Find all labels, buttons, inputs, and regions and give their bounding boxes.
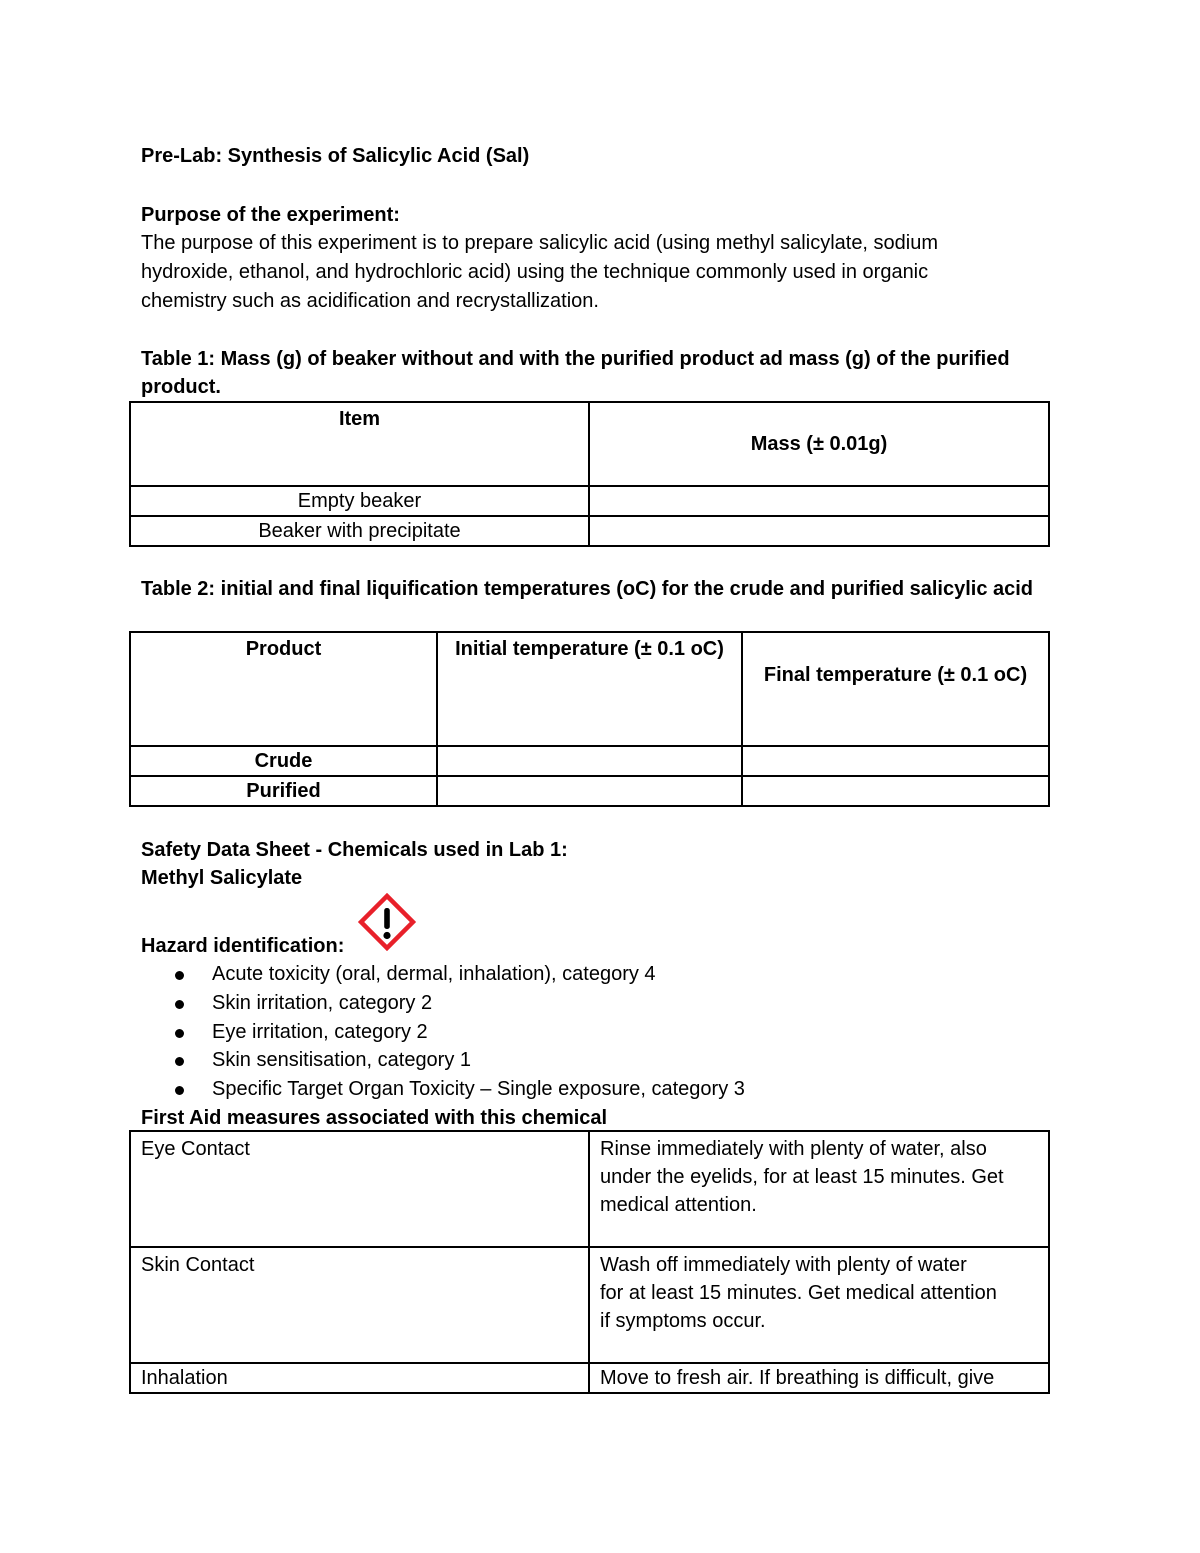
table-row — [130, 1131, 1049, 1247]
purpose-text-line: chemistry such as acidification and recrystallization. — [141, 290, 599, 312]
exposure-cell: Inhalation — [130, 1363, 589, 1393]
table1-caption: product. — [141, 376, 221, 398]
table-row — [130, 1247, 1049, 1363]
safety-heading: Safety Data Sheet - Chemicals used in Lab 1: — [141, 839, 568, 861]
table1-caption: Table 1: Mass (g) of beaker without and with the purified product ad mass (g) of the purified — [141, 348, 1010, 370]
purpose-text-line: The purpose of this experiment is to prepare salicylic acid (using methyl salicylate, sodium — [141, 232, 939, 254]
exposure-cell: Eye Contact — [130, 1131, 589, 1247]
bullet-icon — [175, 971, 184, 980]
table-row — [130, 746, 1049, 776]
table-cell — [589, 486, 1049, 516]
table-header-row — [130, 632, 1049, 746]
chemical-name: Methyl Salicylate — [141, 867, 303, 889]
table-cell — [437, 776, 742, 806]
purpose-heading: Purpose of the experiment: — [141, 204, 400, 226]
mass-table — [129, 401, 1050, 547]
hazard-list — [170, 960, 745, 1104]
table-row — [130, 486, 1049, 516]
header-initial-temperature: Initial temperature (± 0.1 oC) — [437, 632, 742, 746]
table-cell: Empty beaker — [130, 486, 589, 516]
header-item: Item — [130, 402, 589, 486]
exclamation-hazard-icon — [358, 893, 416, 951]
list-item: Eye irritation, category 2 — [170, 1018, 745, 1047]
header-final-temperature: Final temperature (± 0.1 oC) — [742, 632, 1049, 746]
measure-cell: Move to fresh air. If breathing is difficult, give — [589, 1363, 1049, 1393]
header-product: Product — [130, 632, 437, 746]
table2-caption: Table 2: initial and final liquification temperatures (oC) for the crude and purified salicylic acid — [141, 578, 1034, 600]
purpose-text-line: hydroxide, ethanol, and hydrochloric acid) using the technique commonly used in organic — [141, 261, 929, 283]
table-cell: Purified — [130, 776, 437, 806]
table-cell: Beaker with precipitate — [130, 516, 589, 546]
table-cell — [589, 516, 1049, 546]
table-cell — [742, 776, 1049, 806]
temperature-table — [129, 631, 1050, 807]
bullet-icon — [175, 1000, 184, 1009]
header-mass: Mass (± 0.01g) — [589, 402, 1049, 486]
page-title: Pre-Lab: Synthesis of Salicylic Acid (Sal) — [141, 145, 530, 167]
exposure-cell: Skin Contact — [130, 1247, 589, 1363]
table-cell — [437, 746, 742, 776]
first-aid-heading: First Aid measures associated with this chemical — [141, 1107, 608, 1129]
table-row — [130, 1363, 1049, 1393]
bullet-icon — [175, 1057, 184, 1066]
first-aid-table — [129, 1130, 1050, 1394]
table-cell — [742, 746, 1049, 776]
hazard-heading: Hazard identification: — [141, 935, 345, 957]
list-item: Skin irritation, category 2 — [170, 989, 745, 1018]
measure-cell: Wash off immediately with plenty of water for at least 15 minutes. Get medical attention if symptoms occur. — [589, 1247, 1049, 1363]
measure-cell: Rinse immediately with plenty of water, also under the eyelids, for at least 15 minutes. Get medical attention. — [589, 1131, 1049, 1247]
list-item: Specific Target Organ Toxicity – Single exposure, category 3 — [170, 1075, 745, 1104]
list-item: Skin sensitisation, category 1 — [170, 1046, 745, 1075]
table-header-row — [130, 402, 1049, 486]
table-row — [130, 516, 1049, 546]
list-item: Acute toxicity (oral, dermal, inhalation), category 4 — [170, 960, 745, 989]
bullet-icon — [175, 1086, 184, 1095]
table-row — [130, 776, 1049, 806]
table-cell: Crude — [130, 746, 437, 776]
bullet-icon — [175, 1029, 184, 1038]
